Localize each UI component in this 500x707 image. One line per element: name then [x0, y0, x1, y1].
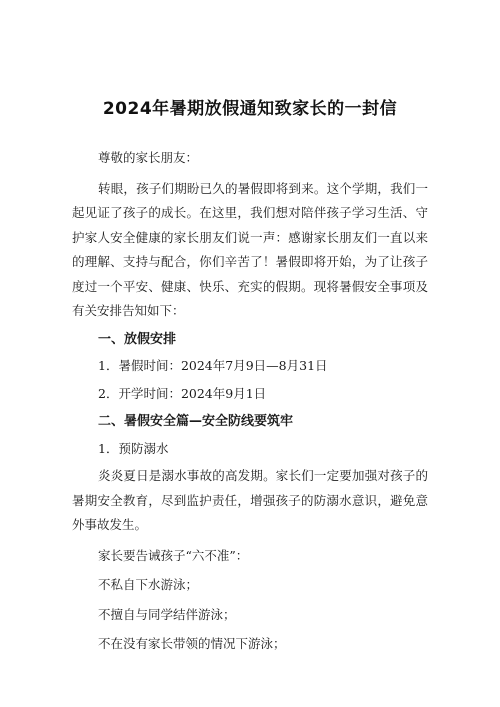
school-start-item: 2．开学时间：2024年9月1日	[98, 385, 267, 401]
letter-body	[72, 146, 428, 662]
rule-item: 不私自下水游泳；	[98, 577, 199, 592]
drowning-subheading: 1．预防溺水	[98, 440, 169, 456]
intro-paragraph: 转眼，孩子们期盼已久的暑假即将到来。这个学期，我们一起见证了孩子的成长。在这里，我们想对陪伴孩子学习生活、守护家人安全健康的家长朋友们说一声：感谢家长朋友们一直以来的理解、支持与配合，你们辛苦了！暑假即将开始，为了让孩子度过一个平安、健康、快乐、充实的假期。现将暑假安全事项及有关安排告知如下：	[72, 180, 428, 318]
six-rules-intro: 家长要告诫孩子“六不准”：	[98, 547, 249, 563]
vacation-dates-item: 1．暑假时间：2024年7月9日—8月31日	[98, 358, 328, 373]
rule-item: 不擅自与同学结伴游泳；	[98, 606, 236, 622]
rule-item: 不在没有家长带领的情况下游泳；	[98, 636, 286, 651]
greeting: 尊敬的家长朋友：	[98, 150, 199, 165]
drowning-paragraph: 炎炎夏日是溺水事故的高发期。家长们一定要加强对孩子的暑期安全教育，尽到监护责任，增强孩子的防溺水意识，避免意外事故发生。	[72, 468, 428, 532]
section-2-heading: 二、暑假安全篇—安全防线要筑牢	[98, 414, 294, 429]
document-title: 2024年暑期放假通知致家长的一封信	[102, 99, 398, 119]
section-1-heading: 一、放假安排	[98, 331, 177, 347]
